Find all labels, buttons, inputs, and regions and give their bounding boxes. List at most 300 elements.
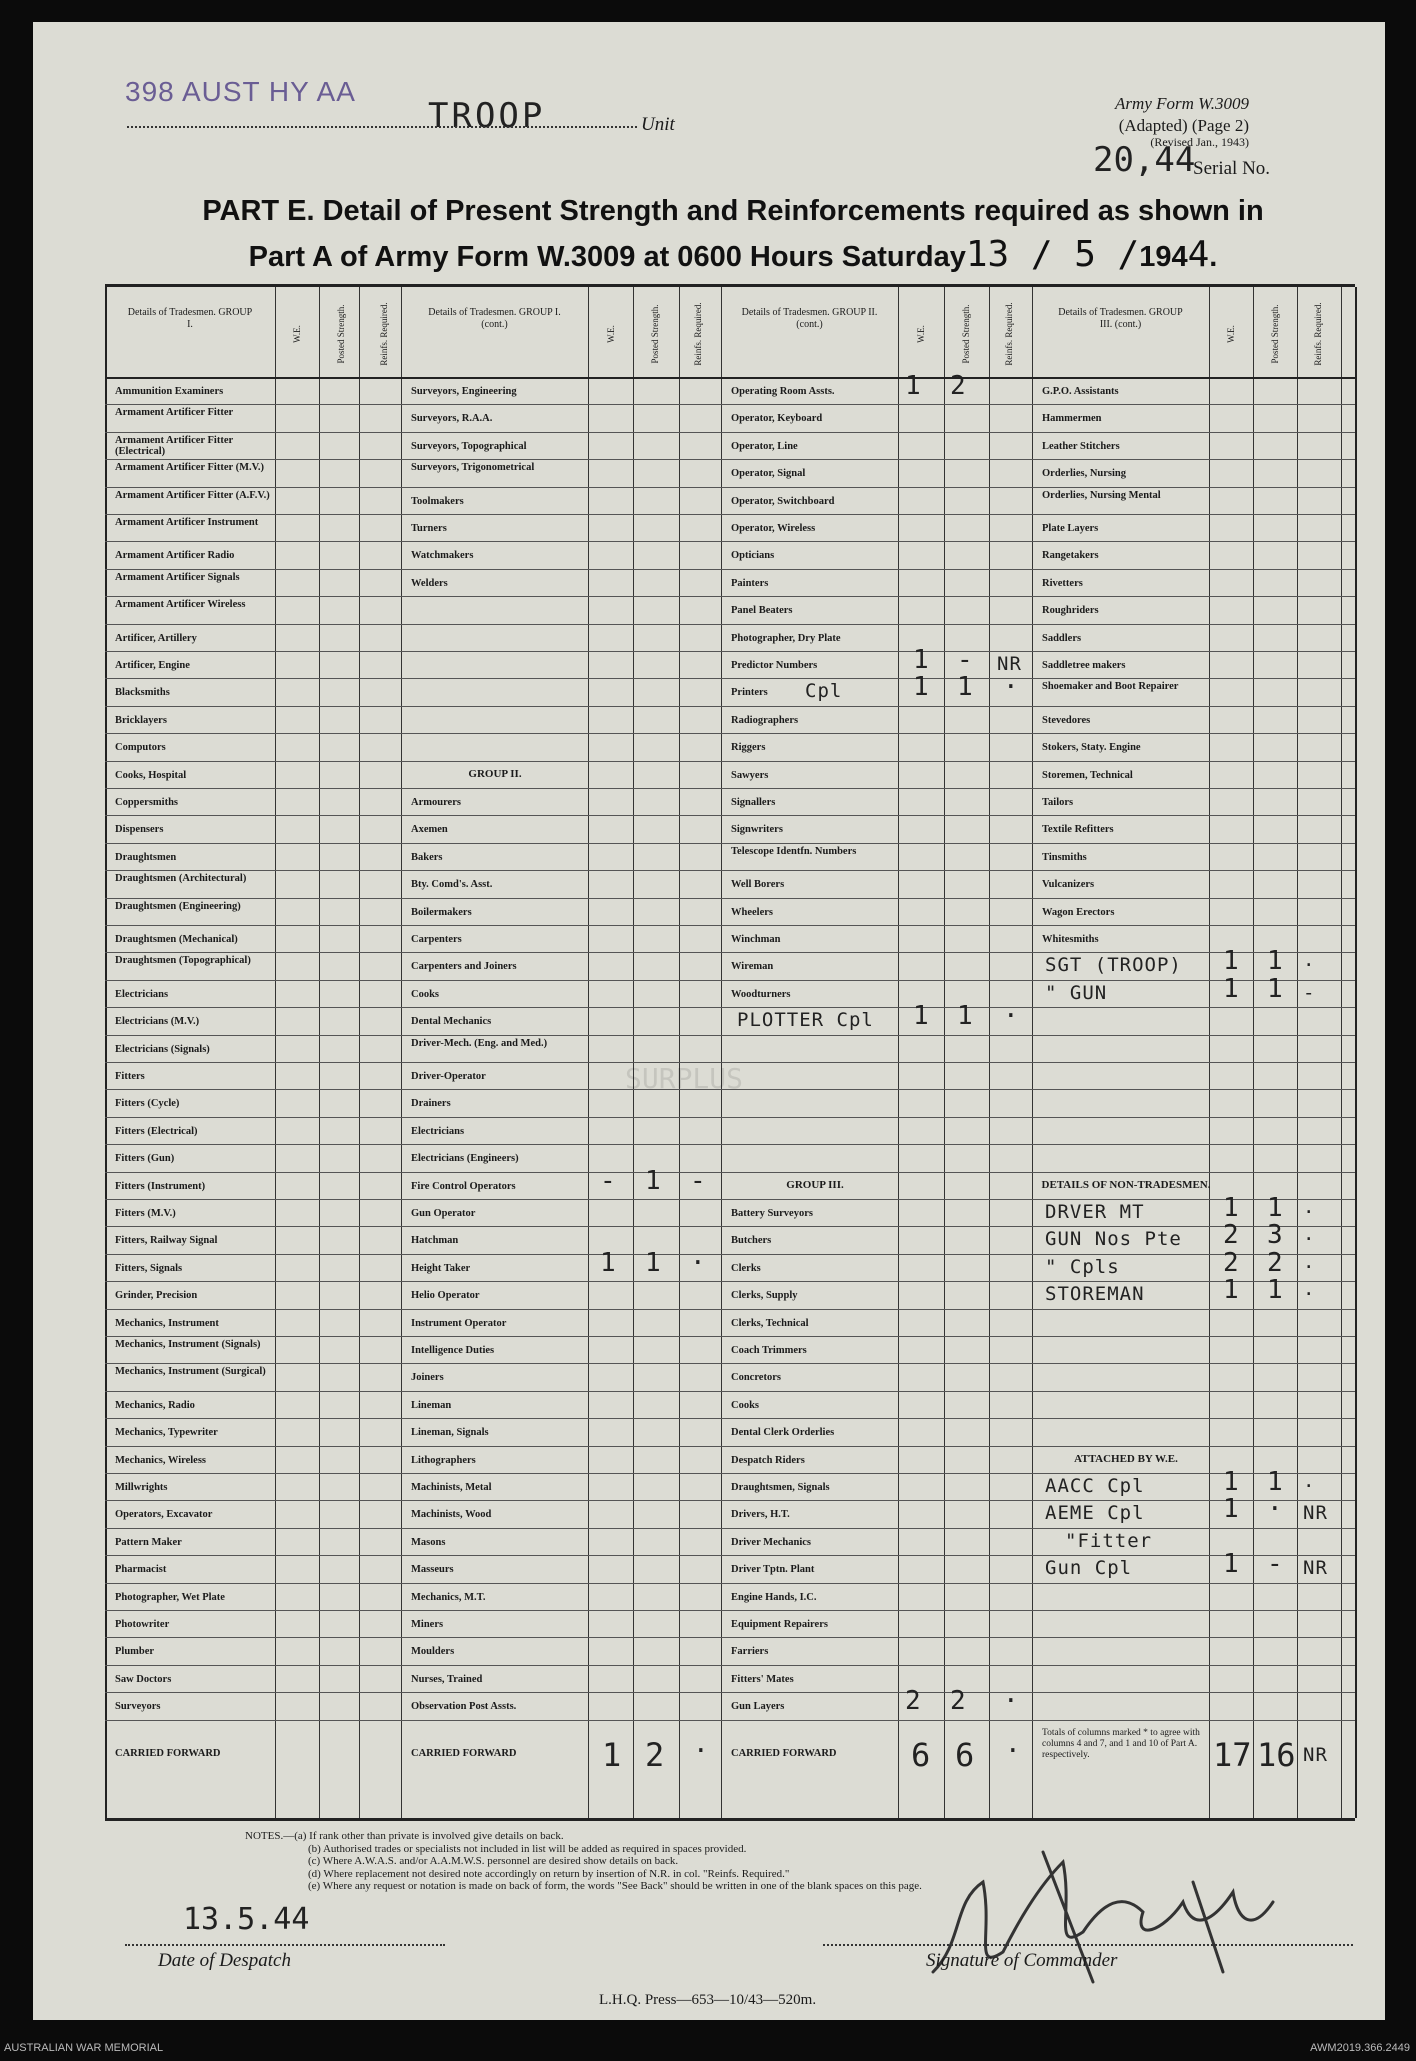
trade-label: Clerks, Supply xyxy=(731,1290,798,1302)
trade-label: Surveyors, Engineering xyxy=(411,386,517,397)
column-rule xyxy=(275,287,276,1818)
column-rule xyxy=(105,287,107,1818)
printers-we: 1 xyxy=(913,672,929,703)
gun_cpls-reinfs: · xyxy=(1303,1255,1316,1278)
trade-label: Millwrights xyxy=(115,1482,168,1493)
total-we: 17 xyxy=(1213,1735,1252,1774)
trade-label: Height Taker xyxy=(411,1262,471,1274)
column-rule xyxy=(944,287,945,1818)
row-rule xyxy=(105,624,1355,625)
row-rule xyxy=(105,1144,1355,1145)
trade-label: Carpenters xyxy=(411,934,462,945)
printers-reinfs: · xyxy=(1003,672,1019,703)
trade-label: Woodturners xyxy=(731,988,791,1000)
trade-label: Armament Artificer Fitter (A.F.V.) xyxy=(115,489,270,501)
firecontrol-reinfs: - xyxy=(690,1165,706,1196)
trade-label: Ammunition Examiners xyxy=(115,386,224,397)
trade-label: Mechanics, M.T. xyxy=(411,1591,486,1603)
row-rule xyxy=(105,487,1355,488)
trade-label: Moulders xyxy=(411,1646,455,1658)
gun_nos-reinfs: · xyxy=(1303,1228,1316,1251)
trade-label: Clerks, Technical xyxy=(731,1317,809,1329)
aacc-we: 1 xyxy=(1223,1467,1239,1497)
trade-label: Surveyors xyxy=(115,1701,161,1713)
row-rule xyxy=(105,569,1355,570)
commander-signature xyxy=(893,1822,1373,2002)
row-rule xyxy=(105,1117,1355,1118)
trade-label: Turners xyxy=(411,523,447,534)
col-header-we-text: W.E. xyxy=(1226,325,1236,343)
trade-label: Nurses, Trained xyxy=(411,1673,483,1685)
trade-label: Riggers xyxy=(731,742,766,754)
row-rule xyxy=(105,541,1355,542)
form-title xyxy=(193,189,1273,279)
note-e: (e) Where any request or notation is made on back of form, the words "See Back" should be written in one of the blank spaces on this page. xyxy=(308,1880,922,1892)
trade-label: Surveyors, R.A.A. xyxy=(411,413,493,425)
trade-label: Operator, Line xyxy=(731,440,798,452)
carried-c2-reinfs: · xyxy=(693,1735,709,1766)
opref-we: 1 xyxy=(905,371,921,401)
trade-label: Stokers, Staty. Engine xyxy=(1042,742,1141,754)
trade-label: Carpenters and Joiners xyxy=(411,961,517,973)
trade-label: Pattern Maker xyxy=(115,1536,182,1548)
row-rule xyxy=(105,514,1355,515)
notes-block xyxy=(245,1830,922,1893)
gunlayers-posted: 2 xyxy=(950,1686,966,1717)
unit-handwritten: TROOP xyxy=(428,96,546,136)
despatch-date-handwritten: 13.5.44 xyxy=(183,1902,310,1937)
trade-label: Drivers, H.T. xyxy=(731,1509,790,1521)
trade-label: Instrument Operator xyxy=(411,1317,507,1329)
row-rule xyxy=(105,1555,1355,1556)
trade-label: Saddletree makers xyxy=(1042,660,1126,671)
group-heading: DETAILS OF NON-TRADESMEN. xyxy=(1041,1178,1211,1191)
row-rule xyxy=(105,1035,1355,1036)
unit-dotted-line xyxy=(127,126,637,128)
driver_mt-posted: 1 xyxy=(1267,1193,1283,1223)
row-rule xyxy=(105,1500,1355,1501)
trade-label: Fitters (Electrical) xyxy=(115,1125,198,1137)
trade-label: Draughtsmen xyxy=(115,851,177,863)
column-rule xyxy=(588,287,589,1818)
heighttaker-we: 1 xyxy=(600,1247,616,1278)
row-rule xyxy=(105,1363,1355,1364)
trade-label: Bakers xyxy=(411,851,443,863)
row-rule xyxy=(105,788,1355,789)
row-rule xyxy=(105,1309,1355,1310)
note-b: (b) Authorised trades or specialists not included in list will be added as required in spaces provided. xyxy=(308,1842,747,1855)
trade-label: Panel Beaters xyxy=(731,605,793,617)
col-header-we xyxy=(282,299,312,369)
trade-label: Orderlies, Nursing xyxy=(1042,468,1126,480)
trade-label: Fitters (Instrument) xyxy=(115,1180,206,1192)
row-rule xyxy=(105,1336,1355,1337)
trade-label: Electricians (Signals) xyxy=(115,1043,210,1055)
trade-label: Clerks xyxy=(731,1262,761,1274)
trade-label: Saw Doctors xyxy=(115,1673,172,1685)
col-header-reinfs-text: Reinfs. Required. xyxy=(1004,302,1014,366)
heighttaker-posted: 1 xyxy=(645,1247,661,1278)
trade-label: Armament Artificer Instrument xyxy=(115,517,259,528)
col-header-we xyxy=(1216,299,1246,369)
col-header-posted-text: Posted Strength. xyxy=(961,304,971,364)
trade-label: Wireman xyxy=(731,961,774,973)
trade-label: Mechanics, Wireless xyxy=(115,1454,206,1466)
sgt_troop-label: SGT (TROOP) xyxy=(1045,954,1182,977)
title-line-2 xyxy=(193,233,1273,279)
row-rule xyxy=(105,980,1355,981)
gun_cpl-we: 1 xyxy=(1223,1549,1239,1580)
group-heading: GROUP III. xyxy=(786,1178,844,1191)
aacc-posted: 1 xyxy=(1267,1467,1283,1497)
totals-note: Totals of columns marked * to agree with columns 4 and 7, and 1 and 10 of Part A. respectively. xyxy=(1042,1727,1200,1760)
trade-label: Dental Mechanics xyxy=(411,1016,492,1028)
trade-label: Signallers xyxy=(731,797,776,808)
col-header-reinfs-text: Reinfs. Required. xyxy=(1313,302,1323,366)
row-rule xyxy=(105,432,1355,433)
title-dot: . xyxy=(1209,241,1218,273)
row-rule xyxy=(105,596,1355,597)
trade-label: Shoemaker and Boot Repairer xyxy=(1042,681,1179,693)
col-header-we xyxy=(596,299,626,369)
trade-label: Surveyors, Trigonometrical xyxy=(411,462,535,474)
trade-label: Computors xyxy=(115,742,166,754)
trade-label: Photowriter xyxy=(115,1619,170,1630)
trade-label: Plumber xyxy=(115,1646,155,1658)
col-header-reinfs xyxy=(1303,299,1333,369)
col-header-reinfs xyxy=(369,299,399,369)
trade-label: Artificer, Engine xyxy=(115,660,190,671)
form-number: Army Form W.3009 xyxy=(1115,94,1249,113)
trade-label: Tinsmiths xyxy=(1042,851,1087,863)
trade-label: Roughriders xyxy=(1042,605,1099,617)
trade-label: Fitters' Mates xyxy=(731,1673,794,1685)
storeman-reinfs: · xyxy=(1303,1283,1316,1306)
gun_cpls-label: " Cpls xyxy=(1045,1255,1120,1278)
total-reinfs: NR xyxy=(1303,1743,1328,1766)
group-heading: ATTACHED BY W.E. xyxy=(1074,1452,1178,1465)
archive-caption-left: AUSTRALIAN WAR MEMORIAL xyxy=(4,2042,164,2054)
col-header-reinfs xyxy=(683,299,713,369)
trade-label: Armament Artificer Fitter (M.V.) xyxy=(115,462,264,474)
carried-c2-posted: 2 xyxy=(645,1735,665,1774)
row-rule xyxy=(105,1720,1355,1721)
aeme-posted: · xyxy=(1267,1494,1283,1525)
note-a: NOTES.—(a) If rank other than private is involved give details on back. xyxy=(245,1830,564,1842)
row-rule xyxy=(105,1692,1355,1693)
trade-label: Fire Control Operators xyxy=(411,1180,516,1192)
row-rule xyxy=(105,1528,1355,1529)
trade-label: Winchman xyxy=(731,934,781,945)
signature-line xyxy=(823,1944,1353,1946)
trade-label: Fitters (M.V.) xyxy=(115,1208,176,1219)
despatch-line xyxy=(125,1944,445,1946)
row-rule xyxy=(105,1281,1355,1282)
trade-label: Blacksmiths xyxy=(115,687,170,699)
col-header-posted-text: Posted Strength. xyxy=(336,304,346,364)
column-rule xyxy=(359,287,360,1818)
trade-label: Operator, Wireless xyxy=(731,523,816,534)
row-rule xyxy=(105,952,1355,953)
trade-label: Mechanics, Instrument xyxy=(115,1317,219,1329)
trade-label: Miners xyxy=(411,1619,444,1630)
trade-label: Despatch Riders xyxy=(731,1454,805,1466)
col-header-we-text: W.E. xyxy=(292,325,302,343)
gun_cpl-label: Gun Cpl xyxy=(1045,1557,1133,1580)
year-handwritten: 4 xyxy=(1187,234,1210,275)
col-header-we xyxy=(906,299,936,369)
plotter-we: 1 xyxy=(913,1001,929,1032)
column-rule xyxy=(1355,287,1357,1818)
trade-label: Driver Tptn. Plant xyxy=(731,1564,815,1576)
plotter-posted: 1 xyxy=(957,1001,973,1032)
carried-forward-label-1: CARRIED FORWARD xyxy=(115,1747,221,1759)
carried-c3-we: 6 xyxy=(911,1735,931,1774)
title-line-1: PART E. Detail of Present Strength and Reinforcements required as shown in xyxy=(202,195,1264,227)
column-rule xyxy=(1209,287,1210,1818)
driver_mt-label: DRVER MT xyxy=(1045,1201,1145,1223)
trade-label: Rangetakers xyxy=(1042,550,1099,562)
trade-label: Machinists, Metal xyxy=(411,1482,492,1493)
predictor-posted: - xyxy=(957,645,973,675)
trade-label: Gun Layers xyxy=(731,1701,785,1713)
trade-label: Watchmakers xyxy=(411,550,474,562)
predictor-reinfs: NR xyxy=(997,653,1022,675)
col-header-posted xyxy=(326,299,356,369)
sgt_troop-posted: 1 xyxy=(1267,946,1283,977)
form-adapted: (Adapted) (Page 2) xyxy=(1118,116,1249,135)
col-header-group3-cont: Details of Tradesmen. GROUP III. (cont.) xyxy=(1058,307,1183,330)
sgt_gun-we: 1 xyxy=(1223,973,1239,1004)
gun_nos-label: GUN Nos Pte xyxy=(1045,1228,1182,1251)
trade-label: Rivetters xyxy=(1042,577,1083,589)
col-header-reinfs xyxy=(994,299,1024,369)
col-header-posted-text: Posted Strength. xyxy=(650,304,660,364)
gun_nos-posted: 3 xyxy=(1267,1220,1283,1251)
gun_cpls-posted: 2 xyxy=(1267,1247,1283,1278)
row-rule xyxy=(105,1583,1355,1584)
trade-label: Electricians xyxy=(411,1125,465,1137)
sgt_gun-reinfs: - xyxy=(1303,981,1316,1004)
serial-label: Serial No. xyxy=(1193,158,1271,179)
unit-stamp: 398 AUST HY AA xyxy=(125,76,356,107)
trade-label: Hatchman xyxy=(411,1235,459,1247)
year-print: 194 xyxy=(1139,241,1188,273)
trade-label: Operator, Signal xyxy=(731,468,806,480)
trade-label: Radiographers xyxy=(731,714,799,726)
trade-label: Joiners xyxy=(411,1372,444,1384)
trade-label: Storemen, Technical xyxy=(1042,769,1133,781)
trade-label: Predictor Numbers xyxy=(731,660,818,671)
trade-label: Coppersmiths xyxy=(115,797,179,808)
trade-label: Electricians (M.V.) xyxy=(115,1016,200,1028)
carried-forward-label-2: CARRIED FORWARD xyxy=(411,1747,517,1759)
trade-label: Whitesmiths xyxy=(1042,934,1099,945)
trade-label: Telescope Identfn. Numbers xyxy=(731,845,857,857)
trade-label: Battery Surveyors xyxy=(731,1208,813,1219)
carried-c3-reinfs: · xyxy=(1005,1735,1021,1766)
trade-label: Fitters (Cycle) xyxy=(115,1098,180,1110)
firecontrol-posted: 1 xyxy=(645,1165,661,1196)
trade-label: Armourers xyxy=(411,797,461,808)
trade-label: Armament Artificer Signals xyxy=(115,571,240,583)
row-rule xyxy=(105,651,1355,652)
form-revised: (Revised Jan., 1943) xyxy=(1150,135,1249,149)
aacc-reinfs: · xyxy=(1303,1475,1316,1497)
trade-label: Signwriters xyxy=(731,824,783,836)
trade-label: Orderlies, Nursing Mental xyxy=(1042,489,1161,501)
date-handwritten: 13 / 5 / xyxy=(965,234,1140,275)
row-rule xyxy=(105,706,1355,707)
trade-label: Sawyers xyxy=(731,769,769,781)
gun_cpl-reinfs: NR xyxy=(1303,1557,1328,1580)
despatch-label: Date of Despatch xyxy=(158,1950,291,1971)
row-rule xyxy=(105,1446,1355,1447)
form-sheet xyxy=(33,22,1385,2020)
trade-label: Textile Refitters xyxy=(1042,824,1114,836)
note-c: (c) Where A.W.A.S. and/or A.A.M.W.S. personnel are desired show details on back. xyxy=(308,1855,679,1867)
col-header-group1: Details of Tradesmen. GROUP I. xyxy=(127,307,253,330)
row-rule xyxy=(105,1007,1355,1008)
row-rule xyxy=(105,1391,1355,1392)
col-header-we-text: W.E. xyxy=(916,325,926,343)
column-rule xyxy=(989,287,990,1818)
gun_cpls-we: 2 xyxy=(1223,1247,1239,1278)
trade-label: Fitters xyxy=(115,1071,145,1082)
trade-label: Armament Artificer Wireless xyxy=(115,599,246,611)
carried-c2-we: 1 xyxy=(602,1735,622,1774)
sgt_troop-we: 1 xyxy=(1223,946,1239,977)
col-header-group2-cont: Details of Tradesmen. GROUP II. (cont.) xyxy=(741,307,878,330)
trade-label: Opticians xyxy=(731,550,775,562)
trade-label: Surveyors, Topographical xyxy=(411,440,527,452)
carried-c3-posted: 6 xyxy=(955,1735,975,1774)
driver_mt-reinfs: · xyxy=(1303,1201,1316,1223)
column-rule xyxy=(1032,287,1033,1818)
trade-label: Armament Artificer Fitter (Electrical) xyxy=(115,434,233,457)
row-rule xyxy=(105,1226,1355,1227)
press-info: L.H.Q. Press—653—10/43—520m. xyxy=(599,1992,817,2008)
row-rule xyxy=(105,404,1355,405)
printers-posted: 1 xyxy=(957,672,973,703)
opref-posted: 2 xyxy=(950,371,966,401)
trade-label: Concretors xyxy=(731,1372,781,1384)
group-heading: GROUP II. xyxy=(468,767,522,780)
trade-label: Helio Operator xyxy=(411,1290,480,1302)
trade-label: Driver-Mech. (Eng. and Med.) xyxy=(411,1037,548,1049)
trade-label: Lithographers xyxy=(411,1454,476,1466)
trade-label: Stevedores xyxy=(1042,714,1091,726)
trade-label: Draughtsmen (Architectural) xyxy=(115,873,247,885)
row-rule xyxy=(105,733,1355,734)
row-rule xyxy=(105,1473,1355,1474)
row-rule xyxy=(105,815,1355,816)
strength-table xyxy=(105,284,1355,1821)
row-rule xyxy=(105,1172,1355,1173)
trade-label: Pharmacist xyxy=(115,1564,167,1576)
trade-label: Draughtsmen (Mechanical) xyxy=(115,934,238,945)
row-rule xyxy=(105,1665,1355,1666)
trade-label: Drainers xyxy=(411,1098,451,1110)
trade-label: Armament Artificer Fitter xyxy=(115,407,234,419)
trade-label: Masseurs xyxy=(411,1564,454,1576)
trade-label: Fitters, Railway Signal xyxy=(115,1235,218,1247)
row-rule xyxy=(105,459,1355,460)
column-rule xyxy=(1297,287,1298,1818)
col-header-posted xyxy=(951,299,981,369)
aeme-reinfs: NR xyxy=(1303,1502,1328,1525)
row-rule xyxy=(105,925,1355,926)
row-rule xyxy=(105,1637,1355,1638)
trade-label: Well Borers xyxy=(731,879,785,891)
gunlayers-we: 2 xyxy=(905,1686,921,1717)
trade-label: Engine Hands, I.C. xyxy=(731,1591,817,1603)
plotter-reinfs: · xyxy=(1003,1001,1019,1032)
serial-handwritten: 20,44 xyxy=(1093,140,1196,180)
firecontrol-we: - xyxy=(600,1165,616,1196)
gun_cpl-posted: - xyxy=(1267,1549,1283,1580)
note-d: (d) Where replacement not desired note accordingly on return by insertion of N.R. in col. "Reinfs. Required." xyxy=(308,1867,790,1880)
trade-label: Masons xyxy=(411,1536,446,1548)
trade-label: Photographer, Wet Plate xyxy=(115,1591,225,1603)
trade-label: Farriers xyxy=(731,1646,769,1658)
trade-label: Dental Clerk Orderlies xyxy=(731,1427,835,1439)
aacc-label: AACC Cpl xyxy=(1045,1475,1145,1497)
sgt_gun-posted: 1 xyxy=(1267,973,1283,1004)
trade-label: Mechanics, Radio xyxy=(115,1399,195,1411)
trade-label: Operating Room Assts. xyxy=(731,386,835,397)
column-rule xyxy=(401,287,402,1818)
row-rule xyxy=(105,1199,1355,1200)
unit-label: Unit xyxy=(641,114,675,135)
trade-label: Cooks, Hospital xyxy=(115,769,187,781)
trade-label: Fitters (Gun) xyxy=(115,1153,175,1165)
trade-label: Boilermakers xyxy=(411,906,472,918)
trade-label: Draughtsmen (Topographical) xyxy=(115,955,251,967)
column-rule xyxy=(1341,287,1342,1818)
trade-label: Operator, Switchboard xyxy=(731,495,835,507)
driver_mt-we: 1 xyxy=(1223,1193,1239,1223)
trade-label: Axemen xyxy=(411,824,448,836)
trade-label: Grinder, Precision xyxy=(115,1290,198,1302)
trade-label: Operator, Keyboard xyxy=(731,413,823,425)
trade-label: Leather Stitchers xyxy=(1042,440,1120,452)
trade-label: Driver Mechanics xyxy=(731,1536,811,1548)
trade-label: Bricklayers xyxy=(115,714,167,726)
archive-caption-right: AWM2019.366.2449 xyxy=(1310,2042,1410,2054)
trade-label: Lineman, Signals xyxy=(411,1427,489,1439)
bleed-through-text: SURPLUS xyxy=(625,1062,744,1095)
aeme-we: 1 xyxy=(1223,1494,1239,1525)
trade-label: Cooks xyxy=(731,1399,760,1411)
fitter-label: "Fitter xyxy=(1065,1529,1153,1552)
trade-label: Equipment Repairers xyxy=(731,1619,828,1630)
trade-label: Machinists, Wood xyxy=(411,1509,492,1521)
trade-label: G.P.O. Assistants xyxy=(1042,386,1119,397)
trade-label: Tailors xyxy=(1042,797,1074,808)
trade-label: Painters xyxy=(731,577,769,589)
column-rule xyxy=(633,287,634,1818)
trade-label: Bty. Comd's. Asst. xyxy=(411,879,493,891)
row-rule xyxy=(105,843,1355,844)
col-header-posted-text: Posted Strength. xyxy=(1270,304,1280,364)
trade-label: Draughtsmen (Engineering) xyxy=(115,900,241,912)
col-header-reinfs-text: Reinfs. Required. xyxy=(379,302,389,366)
row-rule xyxy=(105,1610,1355,1611)
trade-label: Gun Operator xyxy=(411,1208,476,1219)
aeme-label: AEME Cpl xyxy=(1045,1502,1145,1525)
trade-label: Armament Artificer Radio xyxy=(115,550,235,562)
